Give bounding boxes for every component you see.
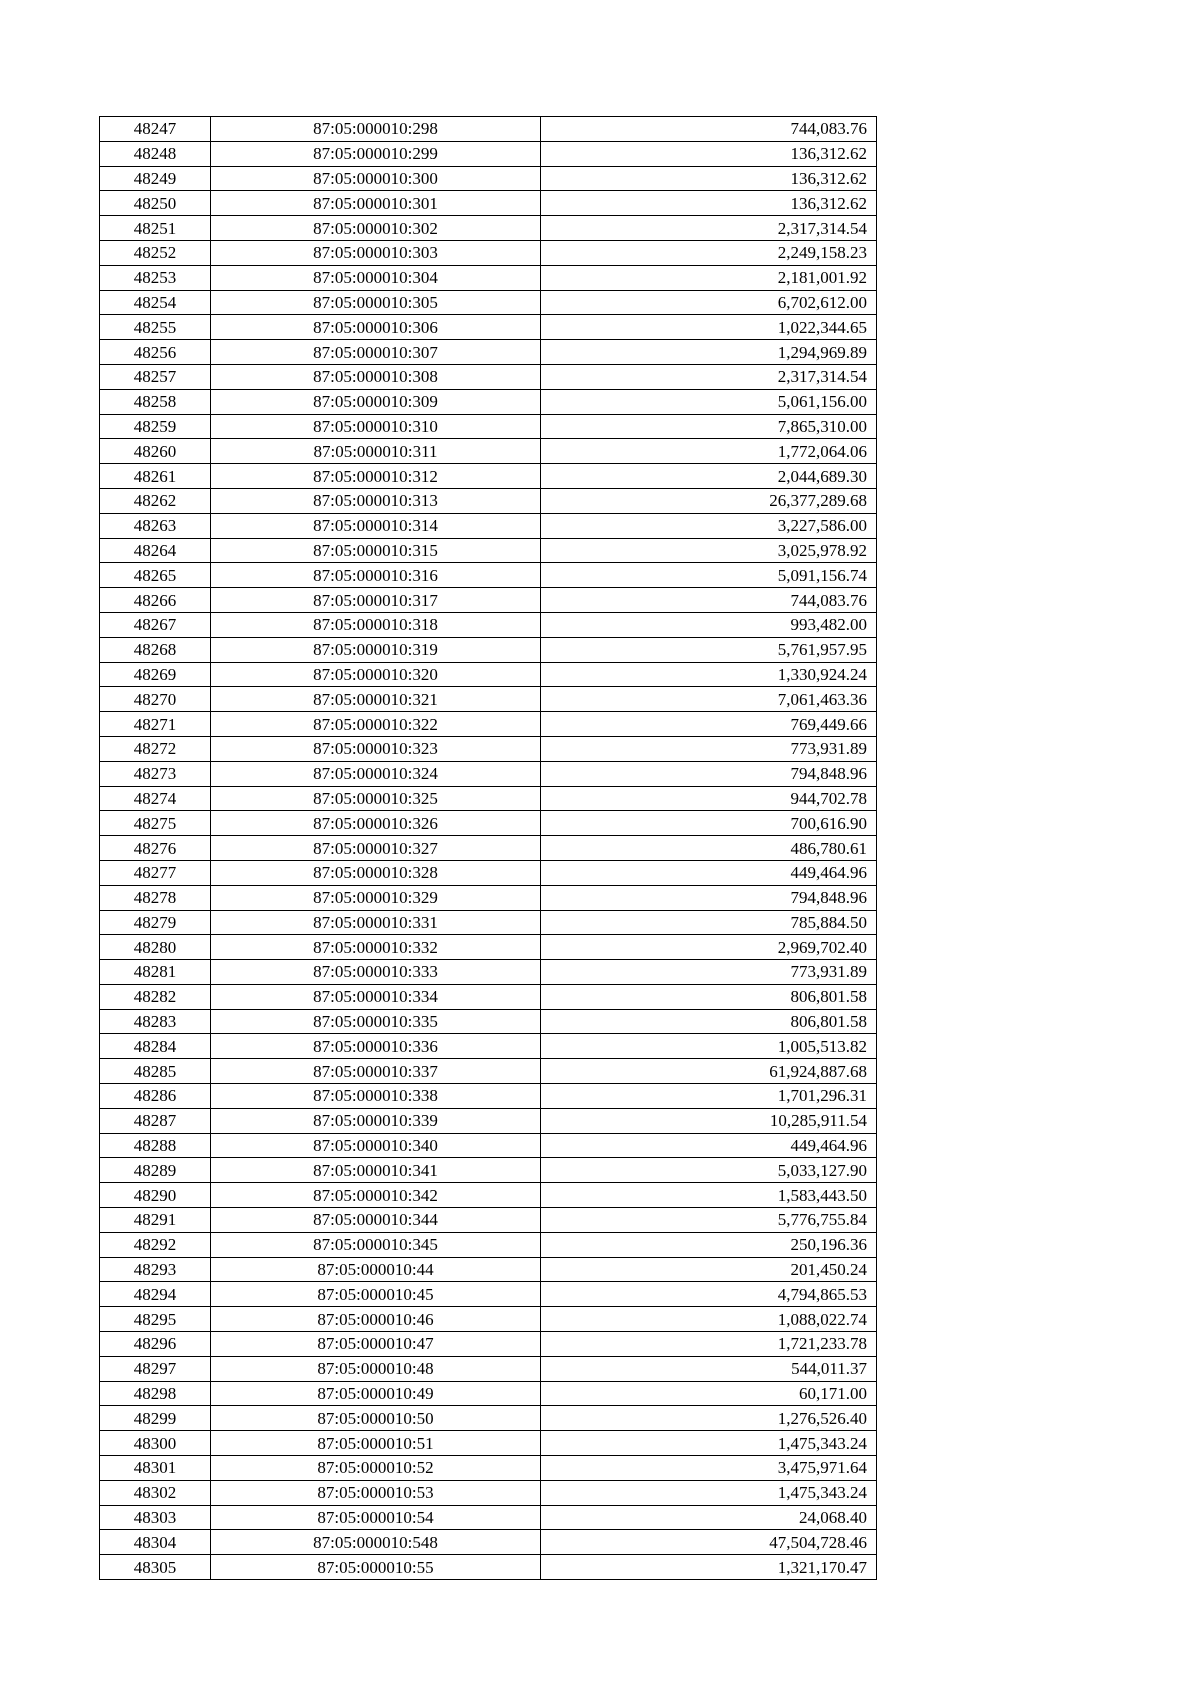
table-row (100, 1282, 877, 1307)
cadastral-number-cell: 87:05:000010:299 (211, 141, 541, 166)
amount-cell: 1,701,296.31 (541, 1084, 877, 1109)
amount-cell: 250,196.36 (541, 1232, 877, 1257)
cadastral-number-cell: 87:05:000010:311 (211, 439, 541, 464)
amount-cell: 2,317,314.54 (541, 364, 877, 389)
cadastral-number-cell: 87:05:000010:317 (211, 588, 541, 613)
cadastral-number-cell: 87:05:000010:335 (211, 1009, 541, 1034)
amount-cell: 794,848.96 (541, 761, 877, 786)
table-row (100, 984, 877, 1009)
cadastral-number-cell: 87:05:000010:332 (211, 935, 541, 960)
row-number-cell: 48284 (100, 1034, 211, 1059)
row-number-cell: 48281 (100, 960, 211, 985)
row-number-cell: 48300 (100, 1431, 211, 1456)
table-row (100, 1307, 877, 1332)
amount-cell: 806,801.58 (541, 984, 877, 1009)
cadastral-number-cell: 87:05:000010:51 (211, 1431, 541, 1456)
row-number-cell: 48295 (100, 1307, 211, 1332)
row-number-cell: 48287 (100, 1108, 211, 1133)
amount-cell: 794,848.96 (541, 885, 877, 910)
table-row (100, 1059, 877, 1084)
row-number-cell: 48290 (100, 1183, 211, 1208)
table-row (100, 1381, 877, 1406)
row-number-cell: 48305 (100, 1555, 211, 1580)
row-number-cell: 48265 (100, 563, 211, 588)
table-row (100, 315, 877, 340)
table-row (100, 1009, 877, 1034)
table-row (100, 389, 877, 414)
row-number-cell: 48292 (100, 1232, 211, 1257)
cadastral-number-cell: 87:05:000010:337 (211, 1059, 541, 1084)
cadastral-number-cell: 87:05:000010:303 (211, 240, 541, 265)
table-row (100, 488, 877, 513)
table-row (100, 191, 877, 216)
amount-cell: 1,583,443.50 (541, 1183, 877, 1208)
cadastral-number-cell: 87:05:000010:44 (211, 1257, 541, 1282)
cadastral-number-cell: 87:05:000010:324 (211, 761, 541, 786)
table-row (100, 960, 877, 985)
cadastral-number-cell: 87:05:000010:312 (211, 464, 541, 489)
table-row (100, 1332, 877, 1357)
cadastral-number-cell: 87:05:000010:345 (211, 1232, 541, 1257)
cadastral-number-cell: 87:05:000010:304 (211, 265, 541, 290)
cadastral-number-cell: 87:05:000010:302 (211, 216, 541, 241)
row-number-cell: 48271 (100, 712, 211, 737)
table-row (100, 1530, 877, 1555)
table-row (100, 1183, 877, 1208)
cadastral-number-cell: 87:05:000010:326 (211, 811, 541, 836)
table-row (100, 612, 877, 637)
amount-cell: 993,482.00 (541, 612, 877, 637)
row-number-cell: 48274 (100, 786, 211, 811)
row-number-cell: 48253 (100, 265, 211, 290)
row-number-cell: 48276 (100, 836, 211, 861)
cadastral-number-cell: 87:05:000010:341 (211, 1158, 541, 1183)
row-number-cell: 48260 (100, 439, 211, 464)
row-number-cell: 48282 (100, 984, 211, 1009)
cadastral-number-cell: 87:05:000010:333 (211, 960, 541, 985)
amount-cell: 1,294,969.89 (541, 340, 877, 365)
amount-cell: 1,088,022.74 (541, 1307, 877, 1332)
amount-cell: 24,068.40 (541, 1505, 877, 1530)
table-row (100, 1108, 877, 1133)
amount-cell: 1,005,513.82 (541, 1034, 877, 1059)
amount-cell: 60,171.00 (541, 1381, 877, 1406)
table-row (100, 340, 877, 365)
amount-cell: 1,475,343.24 (541, 1431, 877, 1456)
cadastral-number-cell: 87:05:000010:338 (211, 1084, 541, 1109)
row-number-cell: 48278 (100, 885, 211, 910)
amount-cell: 3,227,586.00 (541, 513, 877, 538)
cadastral-number-cell: 87:05:000010:53 (211, 1480, 541, 1505)
table-row (100, 1257, 877, 1282)
table-row (100, 117, 877, 142)
table-row (100, 588, 877, 613)
table-row (100, 1208, 877, 1233)
cadastral-number-cell: 87:05:000010:45 (211, 1282, 541, 1307)
amount-cell: 1,721,233.78 (541, 1332, 877, 1357)
table-row (100, 811, 877, 836)
table-row (100, 836, 877, 861)
table-row (100, 290, 877, 315)
cadastral-number-cell: 87:05:000010:307 (211, 340, 541, 365)
cadastral-number-cell: 87:05:000010:328 (211, 860, 541, 885)
amount-cell: 47,504,728.46 (541, 1530, 877, 1555)
amount-cell: 1,330,924.24 (541, 662, 877, 687)
table-row (100, 860, 877, 885)
cadastral-number-cell: 87:05:000010:55 (211, 1555, 541, 1580)
row-number-cell: 48269 (100, 662, 211, 687)
row-number-cell: 48266 (100, 588, 211, 613)
table-row (100, 1431, 877, 1456)
cadastral-number-cell: 87:05:000010:305 (211, 290, 541, 315)
amount-cell: 136,312.62 (541, 166, 877, 191)
row-number-cell: 48272 (100, 736, 211, 761)
amount-cell: 10,285,911.54 (541, 1108, 877, 1133)
table-row (100, 786, 877, 811)
amount-cell: 785,884.50 (541, 910, 877, 935)
data-table (99, 116, 877, 1580)
cadastral-number-cell: 87:05:000010:46 (211, 1307, 541, 1332)
table-row (100, 637, 877, 662)
table-row (100, 364, 877, 389)
cadastral-number-cell: 87:05:000010:331 (211, 910, 541, 935)
table-row (100, 885, 877, 910)
amount-cell: 486,780.61 (541, 836, 877, 861)
table-row (100, 1133, 877, 1158)
amount-cell: 2,181,001.92 (541, 265, 877, 290)
row-number-cell: 48263 (100, 513, 211, 538)
row-number-cell: 48297 (100, 1356, 211, 1381)
amount-cell: 3,025,978.92 (541, 538, 877, 563)
table-row (100, 736, 877, 761)
row-number-cell: 48279 (100, 910, 211, 935)
amount-cell: 7,865,310.00 (541, 414, 877, 439)
amount-cell: 5,061,156.00 (541, 389, 877, 414)
cadastral-number-cell: 87:05:000010:308 (211, 364, 541, 389)
amount-cell: 773,931.89 (541, 736, 877, 761)
cadastral-number-cell: 87:05:000010:319 (211, 637, 541, 662)
cadastral-number-cell: 87:05:000010:301 (211, 191, 541, 216)
row-number-cell: 48247 (100, 117, 211, 142)
cadastral-number-cell: 87:05:000010:336 (211, 1034, 541, 1059)
amount-cell: 2,317,314.54 (541, 216, 877, 241)
table-row (100, 910, 877, 935)
amount-cell: 26,377,289.68 (541, 488, 877, 513)
amount-cell: 2,249,158.23 (541, 240, 877, 265)
cadastral-number-cell: 87:05:000010:49 (211, 1381, 541, 1406)
table-row (100, 563, 877, 588)
row-number-cell: 48273 (100, 761, 211, 786)
table-row (100, 265, 877, 290)
amount-cell: 1,475,343.24 (541, 1480, 877, 1505)
row-number-cell: 48304 (100, 1530, 211, 1555)
table-body (100, 117, 877, 1580)
row-number-cell: 48296 (100, 1332, 211, 1357)
row-number-cell: 48289 (100, 1158, 211, 1183)
amount-cell: 136,312.62 (541, 141, 877, 166)
amount-cell: 5,091,156.74 (541, 563, 877, 588)
cadastral-number-cell: 87:05:000010:48 (211, 1356, 541, 1381)
row-number-cell: 48255 (100, 315, 211, 340)
amount-cell: 449,464.96 (541, 1133, 877, 1158)
table-row (100, 414, 877, 439)
cadastral-number-cell: 87:05:000010:52 (211, 1456, 541, 1481)
table-row (100, 1158, 877, 1183)
row-number-cell: 48256 (100, 340, 211, 365)
amount-cell: 6,702,612.00 (541, 290, 877, 315)
amount-cell: 2,044,689.30 (541, 464, 877, 489)
row-number-cell: 48267 (100, 612, 211, 637)
amount-cell: 806,801.58 (541, 1009, 877, 1034)
row-number-cell: 48298 (100, 1381, 211, 1406)
row-number-cell: 48293 (100, 1257, 211, 1282)
cadastral-number-cell: 87:05:000010:314 (211, 513, 541, 538)
cadastral-number-cell: 87:05:000010:318 (211, 612, 541, 637)
cadastral-number-cell: 87:05:000010:322 (211, 712, 541, 737)
table-row (100, 687, 877, 712)
table-row (100, 1232, 877, 1257)
amount-cell: 773,931.89 (541, 960, 877, 985)
table-row (100, 166, 877, 191)
cadastral-number-cell: 87:05:000010:321 (211, 687, 541, 712)
row-number-cell: 48249 (100, 166, 211, 191)
amount-cell: 4,794,865.53 (541, 1282, 877, 1307)
table-row (100, 464, 877, 489)
amount-cell: 136,312.62 (541, 191, 877, 216)
table-row (100, 712, 877, 737)
row-number-cell: 48303 (100, 1505, 211, 1530)
cadastral-number-cell: 87:05:000010:339 (211, 1108, 541, 1133)
row-number-cell: 48288 (100, 1133, 211, 1158)
cadastral-number-cell: 87:05:000010:325 (211, 786, 541, 811)
table-row (100, 1480, 877, 1505)
row-number-cell: 48286 (100, 1084, 211, 1109)
row-number-cell: 48264 (100, 538, 211, 563)
row-number-cell: 48261 (100, 464, 211, 489)
amount-cell: 5,776,755.84 (541, 1208, 877, 1233)
cadastral-number-cell: 87:05:000010:310 (211, 414, 541, 439)
row-number-cell: 48248 (100, 141, 211, 166)
cadastral-number-cell: 87:05:000010:329 (211, 885, 541, 910)
row-number-cell: 48259 (100, 414, 211, 439)
cadastral-number-cell: 87:05:000010:315 (211, 538, 541, 563)
cadastral-number-cell: 87:05:000010:298 (211, 117, 541, 142)
cadastral-number-cell: 87:05:000010:316 (211, 563, 541, 588)
amount-cell: 544,011.37 (541, 1356, 877, 1381)
cadastral-number-cell: 87:05:000010:340 (211, 1133, 541, 1158)
cadastral-number-cell: 87:05:000010:320 (211, 662, 541, 687)
row-number-cell: 48252 (100, 240, 211, 265)
amount-cell: 944,702.78 (541, 786, 877, 811)
table-row (100, 1406, 877, 1431)
amount-cell: 5,033,127.90 (541, 1158, 877, 1183)
cadastral-number-cell: 87:05:000010:309 (211, 389, 541, 414)
amount-cell: 769,449.66 (541, 712, 877, 737)
amount-cell: 1,276,526.40 (541, 1406, 877, 1431)
amount-cell: 449,464.96 (541, 860, 877, 885)
table-row (100, 662, 877, 687)
cadastral-number-cell: 87:05:000010:344 (211, 1208, 541, 1233)
amount-cell: 1,022,344.65 (541, 315, 877, 340)
table-row (100, 513, 877, 538)
cadastral-number-cell: 87:05:000010:300 (211, 166, 541, 191)
cadastral-number-cell: 87:05:000010:334 (211, 984, 541, 1009)
row-number-cell: 48268 (100, 637, 211, 662)
table-row (100, 141, 877, 166)
cadastral-number-cell: 87:05:000010:54 (211, 1505, 541, 1530)
cadastral-number-cell: 87:05:000010:548 (211, 1530, 541, 1555)
row-number-cell: 48283 (100, 1009, 211, 1034)
cadastral-number-cell: 87:05:000010:313 (211, 488, 541, 513)
cadastral-number-cell: 87:05:000010:50 (211, 1406, 541, 1431)
table-row (100, 216, 877, 241)
row-number-cell: 48275 (100, 811, 211, 836)
row-number-cell: 48254 (100, 290, 211, 315)
amount-cell: 2,969,702.40 (541, 935, 877, 960)
cadastral-number-cell: 87:05:000010:327 (211, 836, 541, 861)
amount-cell: 744,083.76 (541, 117, 877, 142)
row-number-cell: 48299 (100, 1406, 211, 1431)
amount-cell: 5,761,957.95 (541, 637, 877, 662)
row-number-cell: 48280 (100, 935, 211, 960)
row-number-cell: 48250 (100, 191, 211, 216)
row-number-cell: 48258 (100, 389, 211, 414)
table-row (100, 935, 877, 960)
amount-cell: 700,616.90 (541, 811, 877, 836)
cadastral-number-cell: 87:05:000010:342 (211, 1183, 541, 1208)
amount-cell: 1,321,170.47 (541, 1555, 877, 1580)
amount-cell: 201,450.24 (541, 1257, 877, 1282)
cadastral-number-cell: 87:05:000010:323 (211, 736, 541, 761)
amount-cell: 3,475,971.64 (541, 1456, 877, 1481)
row-number-cell: 48301 (100, 1456, 211, 1481)
amount-cell: 1,772,064.06 (541, 439, 877, 464)
row-number-cell: 48285 (100, 1059, 211, 1084)
amount-cell: 744,083.76 (541, 588, 877, 613)
table-row (100, 439, 877, 464)
amount-cell: 7,061,463.36 (541, 687, 877, 712)
row-number-cell: 48262 (100, 488, 211, 513)
row-number-cell: 48270 (100, 687, 211, 712)
row-number-cell: 48251 (100, 216, 211, 241)
table-row (100, 761, 877, 786)
row-number-cell: 48302 (100, 1480, 211, 1505)
table-row (100, 1456, 877, 1481)
table-row (100, 240, 877, 265)
table-row (100, 1555, 877, 1580)
cadastral-number-cell: 87:05:000010:306 (211, 315, 541, 340)
row-number-cell: 48277 (100, 860, 211, 885)
table-row (100, 1505, 877, 1530)
row-number-cell: 48257 (100, 364, 211, 389)
cadastral-number-cell: 87:05:000010:47 (211, 1332, 541, 1357)
amount-cell: 61,924,887.68 (541, 1059, 877, 1084)
table-row (100, 1034, 877, 1059)
row-number-cell: 48291 (100, 1208, 211, 1233)
table-row (100, 538, 877, 563)
table-row (100, 1084, 877, 1109)
table-row (100, 1356, 877, 1381)
row-number-cell: 48294 (100, 1282, 211, 1307)
